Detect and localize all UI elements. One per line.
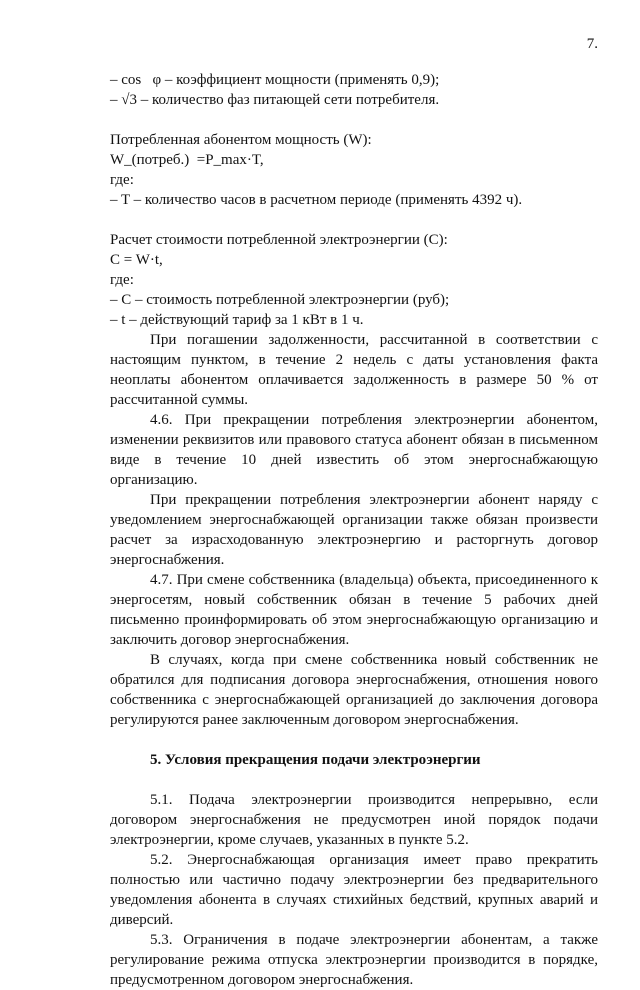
text-line: В случаях, когда при смене собственника новый собственник не [150, 652, 598, 668]
text-line: организацию. [110, 472, 198, 488]
cost-where: где: [110, 272, 134, 288]
cost-definition: – t – действующий тариф за 1 кВт в 1 ч. [110, 312, 364, 328]
text-line: – cos φ – коэффициент мощности (применять 0,9); [110, 72, 440, 88]
text-line: При погашении задолженности, рассчитанной в соответствии с [150, 332, 598, 348]
text-line: расчет за израсходованную электроэнергию и расторгнуть договор [110, 532, 598, 548]
power-formula-block [110, 130, 598, 210]
text-line: письменно проинформировать об этом энергоснабжающую организацию и [110, 612, 598, 628]
cost-formula-block [110, 230, 598, 330]
text-line: полностью или частично подачу электроэнергии без предварительного [110, 872, 598, 888]
paragraph-5-2 [110, 850, 598, 930]
paragraph-4-7 [110, 570, 598, 650]
text-line: энергосетям, новый собственник обязан в течение 5 рабочих дней [110, 592, 598, 608]
text-line: регулирование режима отпуска электроэнергии производится в порядке, [110, 952, 598, 968]
text-line: При прекращении потребления электроэнергии абонент наряду с [150, 492, 598, 508]
text-line: 4.7. При смене собственника (владельца) объекта, присоединенного к [150, 572, 598, 588]
paragraph-5-3 [110, 930, 598, 990]
text-line: настоящим пунктом, в течение 2 недель с даты установления факта [110, 352, 598, 368]
text-line: обратился для подписания договора энергоснабжения, отношения нового [110, 672, 598, 688]
text-line: 5.3. Ограничения в подаче электроэнергии абонентам, а также [150, 932, 598, 948]
power-where: где: [110, 172, 134, 188]
definitions-block [110, 70, 598, 110]
text-line: изменении реквизитов или правового статуса абонент обязан в письменном [110, 432, 598, 448]
text-line: 5.2. Энергоснабжающая организация имеет право прекратить [150, 852, 598, 868]
text-line: уведомлением энергоснабжающей организации также обязан произвести [110, 512, 598, 528]
power-definition: – T – количество часов в расчетном периоде (применять 4392 ч). [110, 192, 523, 208]
text-line: неоплаты абонентом оплачивается задолженность в размере 50 % от [110, 372, 598, 388]
paragraph-4-6b [110, 490, 598, 570]
power-title: Потребленная абонентом мощность (W): [110, 132, 372, 148]
text-line: электроэнергии, кроме случаев, указанных в пункте 5.2. [110, 832, 469, 848]
cost-formula: C = W·t, [110, 252, 163, 268]
power-formula: W_(потреб.) =P_max·T, [110, 152, 264, 168]
text-line: договором энергоснабжения не предусмотрен иной порядок подачи [110, 812, 598, 828]
text-line: 4.6. При прекращении потребления электроэнергии абонентом, [150, 412, 598, 428]
section-heading: 5. Условия прекращения подачи электроэнергии [150, 752, 481, 768]
text-line: рассчитанной суммы. [110, 392, 249, 408]
text-line: собственника с энергоснабжающей организацией до заключения договора [110, 692, 598, 708]
text-line: 5.1. Подача электроэнергии производится непрерывно, если [150, 792, 598, 808]
paragraph-4-6 [110, 410, 598, 490]
text-line: предусмотренном договором энергоснабжения. [110, 972, 414, 988]
paragraph-5-1 [110, 790, 598, 850]
document-body [110, 70, 598, 990]
text-line: уведомления абонента в случаях стихийных бедствий, крупных аварий и [110, 892, 598, 908]
paragraph-4-7b [110, 650, 598, 730]
text-line: диверсий. [110, 912, 174, 928]
text-line: заключить договор энергоснабжения. [110, 632, 350, 648]
text-line: энергоснабжения. [110, 552, 225, 568]
text-line: виде в течение 10 дней известить об этом энергоснабжающую [110, 452, 598, 468]
page-number: 7. [586, 36, 598, 52]
cost-definition: – C – стоимость потребленной электроэнергии (руб); [110, 292, 450, 308]
text-line: – √3 – количество фаз питающей сети потребителя. [110, 92, 440, 108]
paragraph-debt [110, 330, 598, 410]
text-line: регулируются ранее заключенным договором энергоснабжения. [110, 712, 519, 728]
cost-title: Расчет стоимости потребленной электроэнергии (C): [110, 232, 448, 248]
